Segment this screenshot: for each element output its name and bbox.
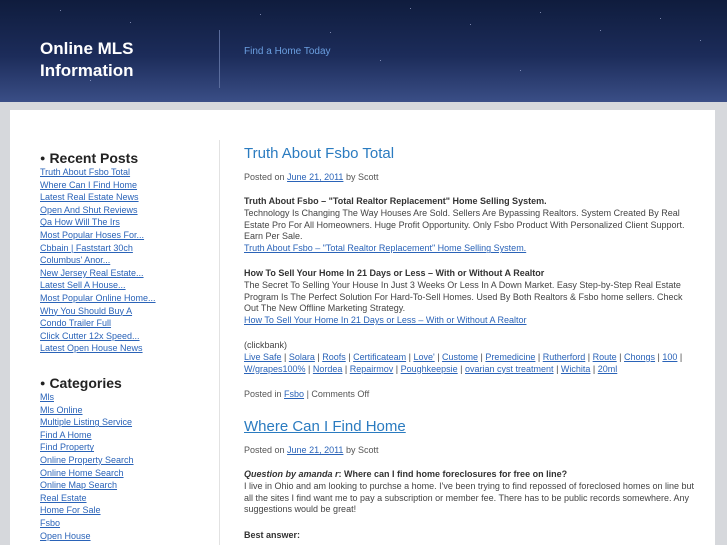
best-answer <box>244 530 696 542</box>
recent-post-link[interactable]: Most Popular Hoses For... <box>40 229 145 240</box>
category-link[interactable]: Real Estate <box>40 492 87 503</box>
list-item <box>40 204 156 217</box>
site-header <box>0 0 727 102</box>
tag-link[interactable]: Love' <box>413 351 435 362</box>
recent-post-link[interactable]: Where Can I Find Home <box>40 179 138 190</box>
question-text: : Where can I find home foreclosures for free on line? <box>338 469 568 479</box>
question-heading <box>244 469 567 479</box>
recent-post-link[interactable]: Most Popular Online Home... <box>40 292 156 303</box>
list-item <box>40 504 134 517</box>
list-item <box>40 254 156 267</box>
tag-link[interactable]: Live Safe <box>244 351 282 362</box>
post-paragraph <box>244 469 696 516</box>
tag-link[interactable]: Solara <box>288 351 315 362</box>
recent-post-link[interactable]: Truth About Fsbo Total <box>40 167 131 177</box>
tag-block <box>244 340 696 375</box>
post-author: by Scott <box>345 172 379 182</box>
category-link[interactable]: Find Property <box>40 442 95 453</box>
recent-posts-heading <box>40 150 138 166</box>
tag-separator: | <box>281 351 289 362</box>
recent-posts-list <box>40 166 156 355</box>
list-item <box>40 517 134 530</box>
list-item <box>40 416 134 429</box>
question-author: Question by amanda r <box>244 469 339 479</box>
tag-link[interactable]: 20ml <box>597 363 618 374</box>
tag-link[interactable]: 100 <box>662 351 678 362</box>
tag-separator: | <box>314 351 323 362</box>
post-date-link[interactable]: June 21, 2011 <box>287 172 344 182</box>
list-item <box>40 191 156 204</box>
category-link[interactable]: Mls <box>40 392 54 402</box>
tag-link[interactable]: Poughkeepsie <box>400 363 458 374</box>
category-link[interactable]: Online Map Search <box>40 480 118 491</box>
tag-separator: | <box>585 351 593 362</box>
recent-post-link[interactable]: Latest Open House News <box>40 343 143 354</box>
tag-separator: | <box>590 363 598 374</box>
list-item <box>40 305 156 318</box>
category-link[interactable]: Online Property Search <box>40 454 134 465</box>
categories-list <box>40 391 134 542</box>
category-link[interactable]: Multiple Listing Service <box>40 417 133 428</box>
post-meta <box>244 445 378 455</box>
tag-link[interactable]: W/grapes100% <box>244 363 306 374</box>
tag-separator: | <box>406 351 414 362</box>
tag-link[interactable]: ovarian cyst treatment <box>465 363 554 374</box>
paragraph-heading: Truth About Fsbo – "Total Realtor Replacement" Home Selling System. <box>244 196 547 206</box>
list-item <box>40 279 156 292</box>
tag-link[interactable]: Repairmov <box>349 363 394 374</box>
list-item <box>40 330 156 343</box>
recent-post-link[interactable]: Latest Real Estate News <box>40 192 139 203</box>
recent-post-link[interactable]: Columbus' Anor... <box>40 255 111 266</box>
post-paragraph <box>244 196 696 255</box>
recent-post-link[interactable]: Condo Trailer Full <box>40 318 112 329</box>
tag-separator: | <box>434 351 443 362</box>
tag-link[interactable]: Chongs <box>624 351 656 362</box>
tag-link[interactable]: Rutherford <box>542 351 586 362</box>
category-link[interactable]: Open House <box>40 530 91 541</box>
affiliate-link[interactable]: Truth About Fsbo – "Total Realtor Replacement" Home Selling System. <box>244 243 527 254</box>
tag-separator: | <box>393 363 401 374</box>
recent-post-link[interactable]: Latest Sell A House... <box>40 280 126 291</box>
recent-post-link[interactable]: Qa How Will The Irs <box>40 217 120 228</box>
list-item <box>40 216 156 229</box>
site-tagline: Find a Home Today <box>244 46 331 57</box>
list-item <box>40 492 134 505</box>
recent-post-link[interactable]: Click Cutter 12x Speed... <box>40 330 140 341</box>
list-item <box>40 166 156 179</box>
list-item <box>40 467 134 480</box>
tag-link[interactable]: Route <box>592 351 617 362</box>
recent-post-link[interactable]: Why You Should Buy A <box>40 305 133 316</box>
list-item <box>40 429 134 442</box>
category-link[interactable]: Online Home Search <box>40 467 124 478</box>
affiliate-link[interactable]: How To Sell Your Home In 21 Days or Less – With or Without A Realtor <box>244 315 527 326</box>
category-link[interactable]: Find A Home <box>40 429 92 440</box>
list-item <box>40 391 134 404</box>
post-title[interactable]: Truth About Fsbo Total <box>244 145 395 162</box>
post-date-link[interactable]: June 21, 2011 <box>287 445 344 455</box>
list-item <box>40 229 156 242</box>
posted-on-label: Posted on <box>244 445 285 455</box>
recent-post-link[interactable]: Cbbain | Faststart 30ch <box>40 242 133 253</box>
posted-on-label: Posted on <box>244 172 285 182</box>
tag-separator: | <box>305 363 313 374</box>
tag-link[interactable]: Custome <box>442 351 479 362</box>
list-item <box>40 317 156 330</box>
bullet-icon: ● <box>40 378 46 388</box>
bullet-icon: ● <box>40 153 46 163</box>
recent-post-link[interactable]: Open And Shut Reviews <box>40 204 138 215</box>
comments-status: | Comments Off <box>306 389 370 399</box>
sidebar-divider <box>219 140 220 545</box>
list-item <box>40 342 156 355</box>
tag-links <box>244 352 682 374</box>
categories-heading-label: Categories <box>49 375 122 391</box>
tag-separator: | <box>553 363 561 374</box>
clickbank-label: (clickbank) <box>244 340 288 350</box>
list-item <box>40 530 134 543</box>
tag-separator: | <box>457 363 466 374</box>
list-item <box>40 292 156 305</box>
category-link[interactable]: Mls Online <box>40 404 83 415</box>
list-item <box>40 454 134 467</box>
tag-link[interactable]: Premedicine <box>485 351 536 362</box>
post-meta <box>244 172 378 182</box>
list-item <box>40 242 156 255</box>
post-author: by Scott <box>345 445 379 455</box>
question-body: I live in Ohio and am looking to purchse a home. I've been trying to find repossed of foreclosed homes on line but all the sites I find want me to pay a subscription or member fee. There has to be public records somewhere. Any suggestions would be great! <box>244 480 694 515</box>
recent-post-link[interactable]: New Jersey Real Estate... <box>40 267 144 278</box>
paragraph-heading: How To Sell Your Home In 21 Days or Less – With or Without A Realtor <box>244 268 545 278</box>
tag-separator: | <box>342 363 350 374</box>
tag-separator: | <box>616 351 625 362</box>
tag-separator: | <box>535 351 543 362</box>
tag-link[interactable]: Wichita <box>560 363 591 374</box>
tag-separator: | <box>345 351 354 362</box>
post-title[interactable]: Where Can I Find Home <box>244 418 406 435</box>
paragraph-text: The Secret To Selling Your House In Just 3 Weeks Or Less In A Down Market. Easy Step-by-Step Real Estate Program Is The Perfect Solution For Hard-To-Sell Homes. Used By Both Realtors & Fsbo home sellers. Check Out The New Offline Marketing Strategy. <box>244 279 683 314</box>
best-answer-label: Best answer: <box>244 530 301 540</box>
category-link[interactable]: Home For Sale <box>40 505 101 516</box>
list-item <box>40 404 134 417</box>
categories-heading <box>40 375 122 391</box>
list-item <box>40 179 156 192</box>
tag-link[interactable]: Nordea <box>312 363 343 374</box>
site-title[interactable]: Online MLS Information <box>40 39 134 80</box>
tag-link[interactable]: Certificateam <box>353 351 407 362</box>
tag-separator: | <box>478 351 486 362</box>
list-item <box>40 441 134 454</box>
category-link[interactable]: Fsbo <box>284 389 305 399</box>
posted-in-label: Posted in <box>244 389 282 399</box>
paragraph-text: Technology Is Changing The Way Houses Are Sold. Sellers Are Bypassing Realtors. System Created By Real Estate Pro For All Homeowners. Huge Profit Opportunity. Only Fsbo Product With Personalized Client Support. Earn Per Sale. <box>244 207 685 242</box>
header-divider <box>219 30 220 88</box>
category-link[interactable]: Fsbo <box>40 517 61 528</box>
list-item <box>40 267 156 280</box>
recent-posts-heading-label: Recent Posts <box>49 150 139 166</box>
post-paragraph <box>244 268 696 327</box>
list-item <box>40 479 134 492</box>
tag-separator: | <box>655 351 663 362</box>
post-footer <box>244 389 369 399</box>
tag-separator: | <box>677 351 683 362</box>
tag-link[interactable]: Roofs <box>322 351 346 362</box>
